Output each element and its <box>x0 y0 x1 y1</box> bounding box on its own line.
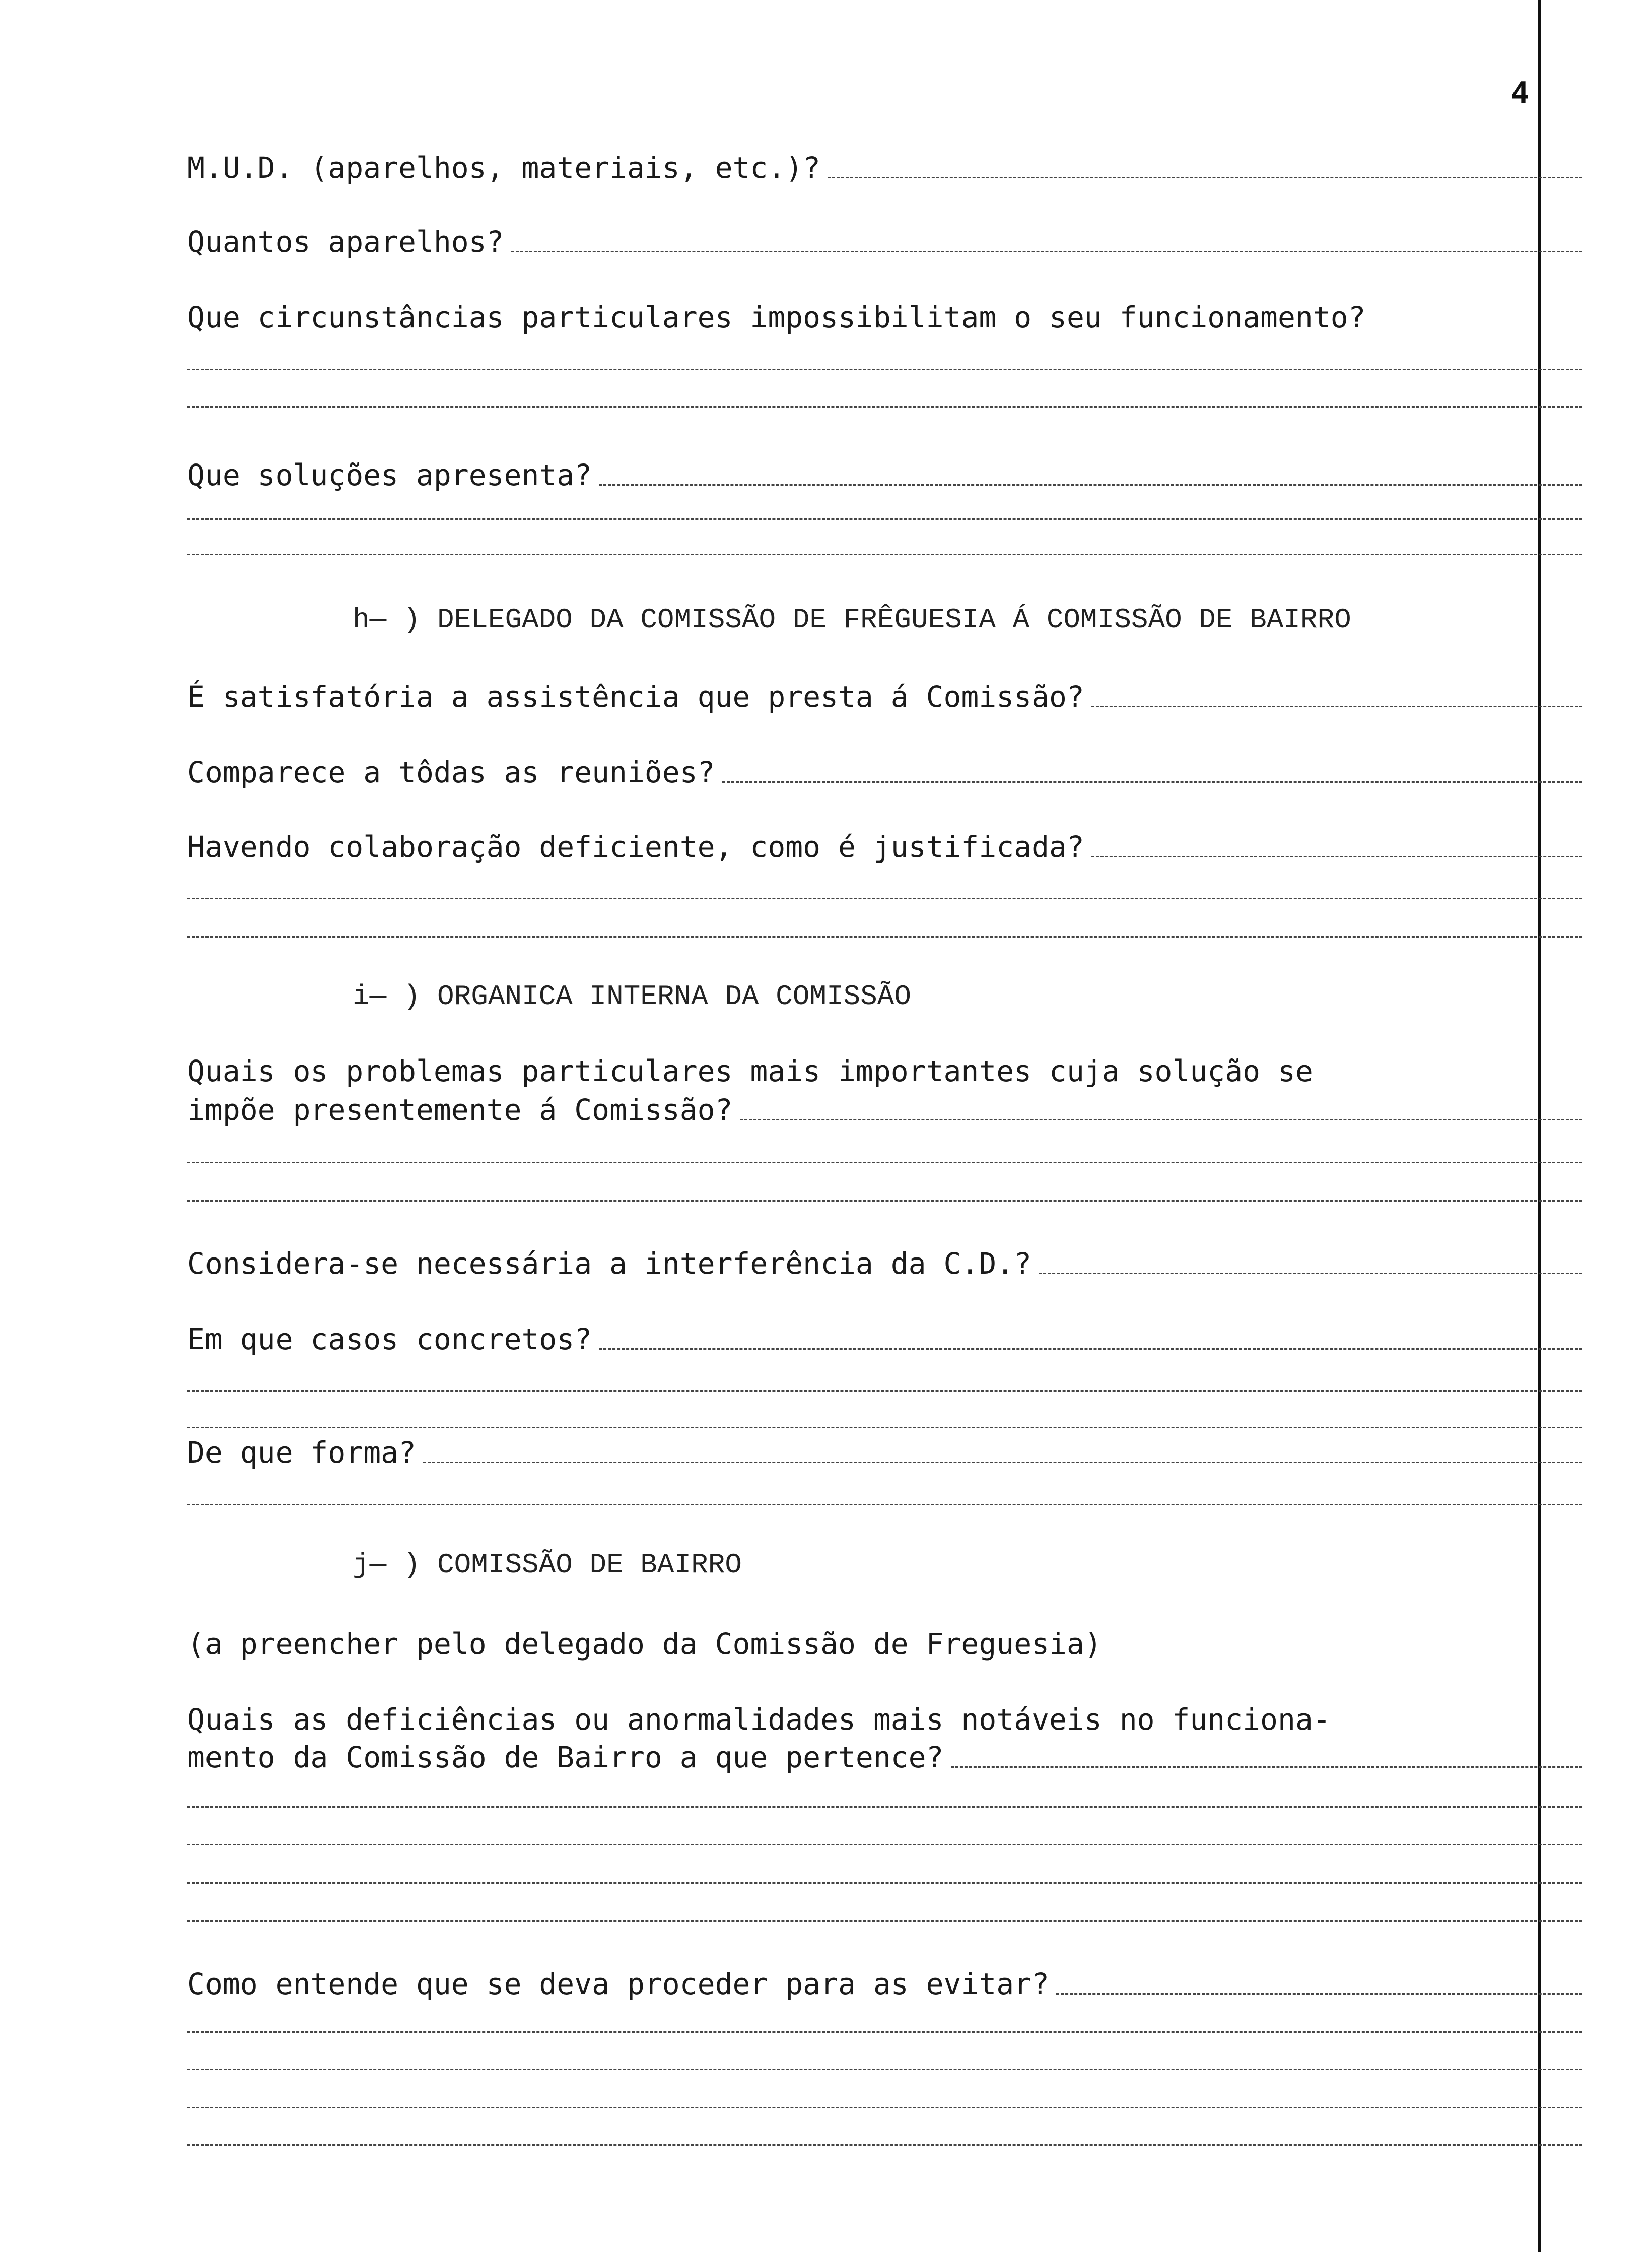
problemas-question-line1: Quais os problemas particulares mais importantes cuja solução se <box>187 1054 1313 1088</box>
answer-line[interactable] <box>187 1844 1582 1845</box>
quantos-question: Quantos aparelhos? <box>187 225 504 259</box>
answer-line[interactable] <box>187 2107 1582 2108</box>
solucoes-question: Que soluções apresenta? <box>187 458 592 492</box>
comparece-question: Comparece a tôdas as reuniões? <box>187 755 715 789</box>
answer-line[interactable] <box>1091 856 1582 857</box>
deficiencias-question-line2: mento da Comissão de Bairro a que pertence? <box>187 1740 944 1774</box>
havendo-question: Havendo colaboração deficiente, como é justificada? <box>187 830 1084 864</box>
satisfatoria-question: É satisfatória a assistência que presta á Comissão? <box>187 680 1084 714</box>
answer-line[interactable] <box>1039 1273 1582 1274</box>
answer-line[interactable] <box>951 1766 1582 1768</box>
answer-line[interactable] <box>187 936 1582 938</box>
considera-row <box>187 1247 1582 1280</box>
considera-question: Considera-se necessária a interferência da C.D.? <box>187 1246 1032 1281</box>
evitar-row <box>187 1967 1582 2001</box>
answer-line[interactable] <box>722 781 1582 783</box>
answer-line[interactable] <box>187 1427 1582 1428</box>
answer-line[interactable] <box>187 2069 1582 2070</box>
mud-question: M.U.D. (aparelhos, materiais, etc.)? <box>187 151 821 185</box>
comparece-row <box>187 756 1582 789</box>
answer-line[interactable] <box>740 1119 1583 1120</box>
answer-line[interactable] <box>599 1348 1582 1350</box>
answer-line[interactable] <box>187 1162 1582 1163</box>
deficiencias-question-line1: Quais as deficiências ou anormalidades mais notáveis no funciona- <box>187 1702 1331 1737</box>
problemas-row <box>187 1093 1582 1127</box>
answer-line[interactable] <box>187 2144 1582 2146</box>
page-number: 4 <box>1511 76 1530 111</box>
answer-line[interactable] <box>187 1920 1582 1922</box>
answer-line[interactable] <box>187 1806 1582 1808</box>
problemas-question-line2: impõe presentemente á Comissão? <box>187 1093 733 1127</box>
answer-line[interactable] <box>828 177 1582 178</box>
forma-question: De que forma? <box>187 1435 416 1470</box>
havendo-row <box>187 830 1582 864</box>
quantos-row <box>187 225 1582 258</box>
answer-line[interactable] <box>423 1462 1582 1463</box>
answer-line[interactable] <box>187 406 1582 408</box>
casos-row <box>187 1322 1582 1356</box>
deficiencias-row <box>187 1741 1582 1774</box>
casos-question: Em que casos concretos? <box>187 1322 592 1356</box>
answer-line[interactable] <box>187 1390 1582 1392</box>
answer-line[interactable] <box>187 898 1582 899</box>
answer-line[interactable] <box>187 554 1582 555</box>
answer-line[interactable] <box>187 369 1582 370</box>
answer-line[interactable] <box>187 518 1582 520</box>
section-heading-j: j— ) COMISSÃO DE BAIRRO <box>353 1549 742 1581</box>
answer-line[interactable] <box>187 2031 1582 2033</box>
answer-line[interactable] <box>187 1504 1582 1505</box>
solucoes-row <box>187 458 1582 492</box>
circunstancias-question: Que circunstâncias particulares impossibilitam o seu funcionamento? <box>187 300 1366 335</box>
answer-line[interactable] <box>1091 706 1582 707</box>
answer-line[interactable] <box>511 251 1582 252</box>
section-heading-i: i— ) ORGANICA INTERNA DA COMISSÃO <box>353 980 911 1013</box>
answer-line[interactable] <box>1056 1993 1582 1995</box>
section-heading-h: h— ) DELEGADO DA COMISSÃO DE FRÊGUESIA Á COMISSÃO DE BAIRRO <box>353 604 1351 636</box>
answer-line[interactable] <box>187 1200 1582 1202</box>
satisfatoria-row <box>187 680 1582 713</box>
answer-line[interactable] <box>187 1882 1582 1884</box>
mud-question-row <box>187 151 1582 184</box>
forma-row <box>187 1436 1582 1469</box>
answer-line[interactable] <box>599 484 1582 486</box>
evitar-question: Como entende que se deva proceder para as evitar? <box>187 1967 1050 2001</box>
preencher-note: (a preencher pelo delegado da Comissão de Freguesia) <box>187 1627 1102 1661</box>
